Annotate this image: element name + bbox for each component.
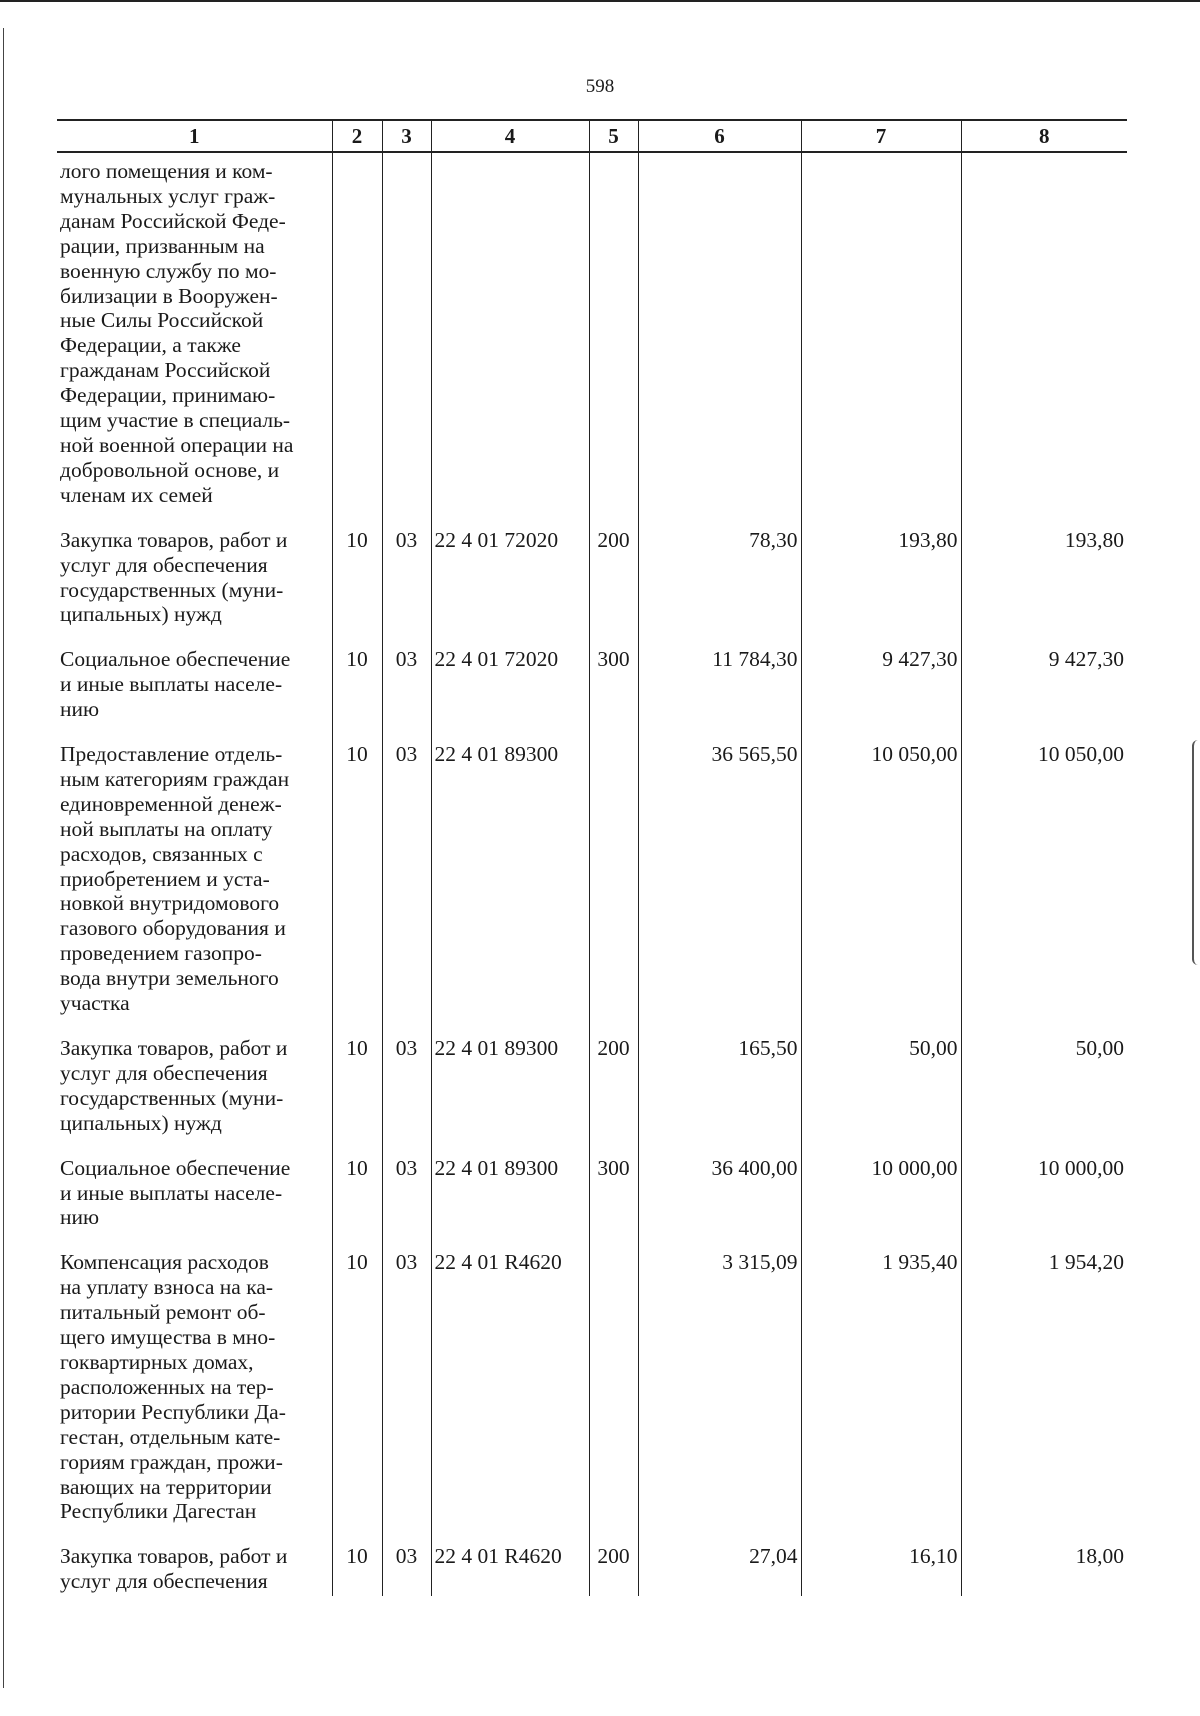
- description-line: ной военной операции на: [60, 432, 294, 457]
- table-row: [57, 1524, 1127, 1596]
- cell-description: [57, 1136, 332, 1231]
- table-row: [57, 1136, 1127, 1231]
- header-col-1: 1: [57, 120, 332, 152]
- description-line: данам Российской Феде-: [60, 208, 286, 233]
- cell-description: [57, 627, 332, 722]
- cell-expense-type: [589, 152, 638, 508]
- cell-subsection: 03: [382, 627, 431, 722]
- cell-amount-col6: 36 565,50: [638, 722, 801, 1016]
- cell-section: 10: [332, 1136, 382, 1231]
- cell-subsection: 03: [382, 1016, 431, 1136]
- description-line: вающих на территории: [60, 1474, 272, 1499]
- description-line: государственных (муни-: [60, 577, 284, 602]
- table-row: [57, 627, 1127, 722]
- description-line: ритории Республики Да-: [60, 1399, 286, 1424]
- cell-amount-col6: 27,04: [638, 1524, 801, 1596]
- cell-section: 10: [332, 1016, 382, 1136]
- cell-target-article: 22 4 01 89300: [431, 722, 589, 1016]
- description-line: Закупка товаров, работ и: [60, 1544, 288, 1569]
- top-border-rule: [0, 0, 1200, 2]
- cell-expense-type: 300: [589, 1136, 638, 1231]
- header-col-3: 3: [382, 120, 431, 152]
- description-line: Компенсация расходов: [60, 1250, 269, 1275]
- budget-table: [57, 119, 1127, 1596]
- table-row: [57, 722, 1127, 1016]
- table-row: [57, 1016, 1127, 1136]
- description-line: проведением газопро-: [60, 941, 262, 966]
- cell-amount-col7: 10 000,00: [801, 1136, 961, 1231]
- cell-subsection: 03: [382, 508, 431, 628]
- description-line: участка: [60, 991, 130, 1016]
- description-line: ные Силы Российской: [60, 308, 264, 333]
- description-line: Закупка товаров, работ и: [60, 527, 288, 552]
- cell-section: 10: [332, 722, 382, 1016]
- description-line: ной выплаты на оплату: [60, 816, 273, 841]
- description-line: гражданам Российской: [60, 358, 271, 383]
- cell-amount-col8: 10 000,00: [961, 1136, 1127, 1231]
- cell-amount-col6: [638, 152, 801, 508]
- cell-target-article: 22 4 01 89300: [431, 1136, 589, 1231]
- description-line: добровольной основе, и: [60, 457, 280, 482]
- header-col-5: 5: [589, 120, 638, 152]
- header-col-6: 6: [638, 120, 801, 152]
- description-line: и иные выплаты населе-: [60, 1180, 283, 1205]
- cell-amount-col7: 10 050,00: [801, 722, 961, 1016]
- description-line: мунальных услуг граж-: [60, 183, 276, 208]
- cell-description: [57, 722, 332, 1016]
- description-line: и иные выплаты населе-: [60, 672, 283, 697]
- cell-amount-col8: 9 427,30: [961, 627, 1127, 722]
- description-line: нию: [60, 697, 100, 722]
- table-row: [57, 1230, 1127, 1524]
- binding-edge-mark: [1192, 740, 1200, 965]
- cell-expense-type: 200: [589, 508, 638, 628]
- description-line: щим участие в специаль-: [60, 408, 291, 433]
- header-col-8: 8: [961, 120, 1127, 152]
- cell-description: [57, 508, 332, 628]
- cell-amount-col7: 16,10: [801, 1524, 961, 1596]
- description-line: Закупка товаров, работ и: [60, 1036, 288, 1060]
- page-number: 598: [585, 76, 615, 97]
- cell-target-article: 22 4 01 R4620: [431, 1230, 589, 1524]
- cell-description: [57, 1016, 332, 1136]
- description-line: Республики Дагестан: [60, 1499, 257, 1524]
- cell-amount-col7: 9 427,30: [801, 627, 961, 722]
- cell-amount-col6: 78,30: [638, 508, 801, 628]
- cell-expense-type: 300: [589, 627, 638, 722]
- description-line: Социальное обеспечение: [60, 1155, 291, 1180]
- cell-subsection: 03: [382, 1230, 431, 1524]
- description-line: газового оборудования и: [60, 916, 286, 941]
- cell-description: [57, 152, 332, 508]
- table-row: [57, 508, 1127, 628]
- cell-amount-col7: 193,80: [801, 508, 961, 628]
- description-line: расходов, связанных с: [60, 841, 263, 866]
- description-line: гориям граждан, прожи-: [60, 1449, 283, 1474]
- cell-section: 10: [332, 508, 382, 628]
- cell-amount-col8: 193,80: [961, 508, 1127, 628]
- description-line: ципальных) нужд: [60, 602, 222, 627]
- description-line: Предоставление отдель-: [60, 742, 283, 767]
- header-col-2: 2: [332, 120, 382, 152]
- cell-amount-col7: [801, 152, 961, 508]
- description-line: членам их семей: [60, 482, 213, 507]
- description-line: рации, призванным на: [60, 233, 265, 258]
- cell-target-article: 22 4 01 72020: [431, 627, 589, 722]
- cell-section: 10: [332, 1524, 382, 1596]
- cell-amount-col8: [961, 152, 1127, 508]
- description-line: Федерации, а также: [60, 333, 241, 358]
- left-margin-rule: [3, 28, 4, 1688]
- description-line: приобретением и уста-: [60, 866, 270, 891]
- cell-amount-col8: 50,00: [961, 1016, 1127, 1136]
- description-line: на уплату взноса на ка-: [60, 1275, 274, 1300]
- cell-amount-col8: 1 954,20: [961, 1230, 1127, 1524]
- description-line: единовременной денеж-: [60, 791, 282, 816]
- cell-target-article: [431, 152, 589, 508]
- table-header: [57, 120, 1127, 152]
- cell-amount-col6: 3 315,09: [638, 1230, 801, 1524]
- cell-section: [332, 152, 382, 508]
- header-col-7: 7: [801, 120, 961, 152]
- description-line: щего имущества в мно-: [60, 1325, 276, 1350]
- cell-subsection: [382, 152, 431, 508]
- cell-expense-type: 200: [589, 1016, 638, 1136]
- cell-target-article: 22 4 01 72020: [431, 508, 589, 628]
- description-line: услуг для обеспечения: [60, 1060, 268, 1085]
- cell-section: 10: [332, 627, 382, 722]
- cell-amount-col6: 11 784,30: [638, 627, 801, 722]
- description-line: Федерации, принимаю-: [60, 383, 276, 408]
- cell-section: 10: [332, 1230, 382, 1524]
- cell-amount-col6: 36 400,00: [638, 1136, 801, 1231]
- description-line: лого помещения и ком-: [60, 159, 273, 183]
- cell-target-article: 22 4 01 R4620: [431, 1524, 589, 1596]
- table-row: [57, 152, 1127, 508]
- description-line: гоквартирных домах,: [60, 1349, 254, 1374]
- description-line: ным категориям граждан: [60, 766, 290, 791]
- description-line: военную службу по мо-: [60, 258, 277, 283]
- table-body: [57, 152, 1127, 1596]
- cell-amount-col8: 18,00: [961, 1524, 1127, 1596]
- description-line: расположенных на тер-: [60, 1374, 274, 1399]
- description-line: ципальных) нужд: [60, 1110, 222, 1135]
- description-line: питальный ремонт об-: [60, 1300, 266, 1325]
- cell-subsection: 03: [382, 1524, 431, 1596]
- header-row: [57, 120, 1127, 152]
- description-line: вода внутри земельного: [60, 966, 279, 991]
- description-line: гестан, отдельным кате-: [60, 1424, 281, 1449]
- cell-expense-type: [589, 1230, 638, 1524]
- cell-amount-col7: 1 935,40: [801, 1230, 961, 1524]
- cell-subsection: 03: [382, 1136, 431, 1231]
- cell-description: [57, 1230, 332, 1524]
- cell-description: [57, 1524, 332, 1596]
- cell-expense-type: 200: [589, 1524, 638, 1596]
- description-line: Социальное обеспечение: [60, 647, 291, 672]
- cell-amount-col8: 10 050,00: [961, 722, 1127, 1016]
- cell-amount-col7: 50,00: [801, 1016, 961, 1136]
- description-line: услуг для обеспечения: [60, 1569, 268, 1594]
- description-line: новкой внутридомового: [60, 891, 280, 916]
- cell-target-article: 22 4 01 89300: [431, 1016, 589, 1136]
- description-line: билизации в Вооружен-: [60, 283, 278, 308]
- cell-expense-type: [589, 722, 638, 1016]
- cell-subsection: 03: [382, 722, 431, 1016]
- description-line: услуг для обеспечения: [60, 552, 268, 577]
- description-line: нию: [60, 1205, 100, 1230]
- description-line: государственных (муни-: [60, 1085, 284, 1110]
- header-col-4: 4: [431, 120, 589, 152]
- cell-amount-col6: 165,50: [638, 1016, 801, 1136]
